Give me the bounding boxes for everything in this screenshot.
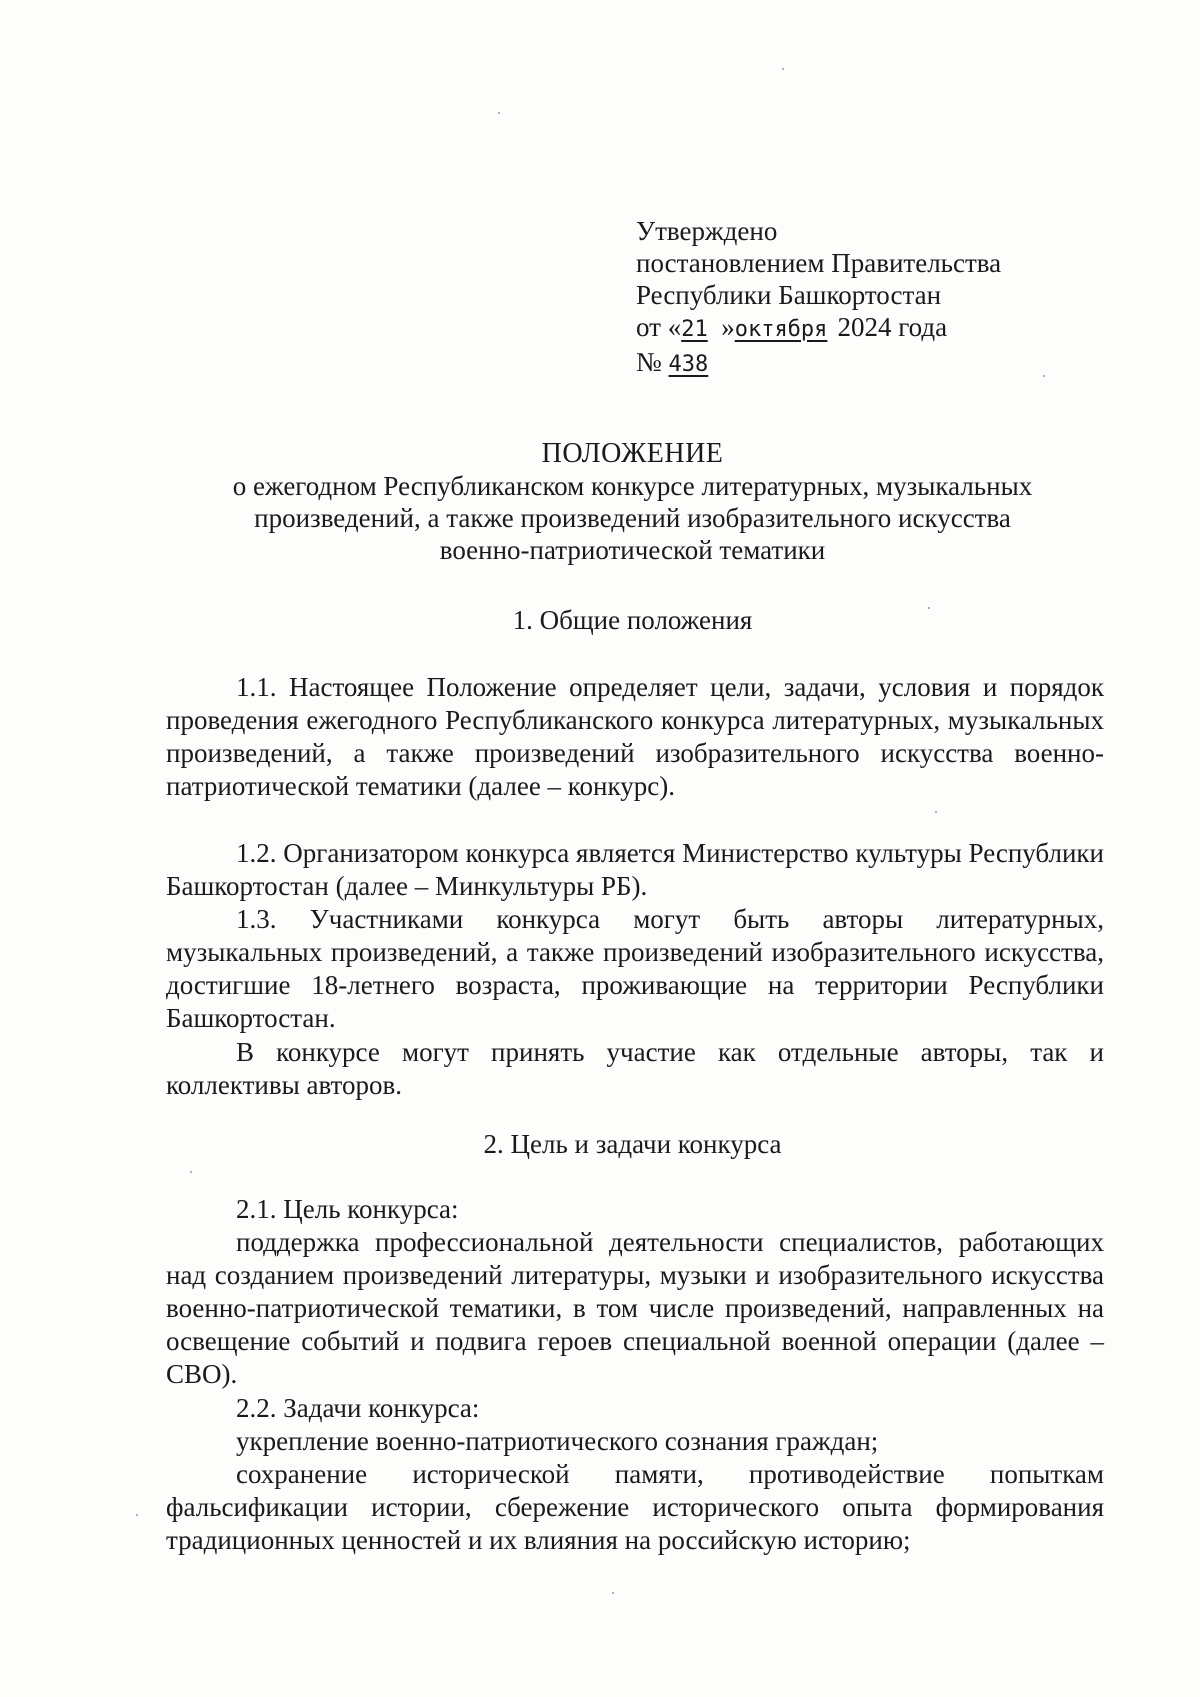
date-year: 2024 года	[837, 312, 948, 342]
approval-line: Республики Башкортостан	[636, 280, 942, 310]
document-number: 438	[668, 352, 709, 377]
date-mid: »	[721, 312, 735, 342]
paragraph-2-2-item-1: укрепление военно-патриотического сознания граждан;	[236, 1426, 879, 1456]
approval-date	[636, 311, 1001, 346]
paragraph-2-2-item-2: сохранение исторической памяти, противодействие попыткам фальсификации истории, сбережение исторического опыта формирования традиционных ценностей и их влияния на российскую историю;	[166, 1459, 1104, 1555]
document-subtitle-line: о ежегодном Республиканском конкурсе литературных, музыкальных	[232, 471, 1033, 501]
paragraph-1-1: 1.1. Настоящее Положение определяет цели, задачи, условия и порядок проведения ежегодного Республиканского конкурса литературных, музыкальных произведений, а также произведений изобразительного искусства военно-патриотической тематики (далее – конкурс).	[166, 672, 1104, 801]
paragraph-1-3: 1.3. Участниками конкурса могут быть авторы литературных, музыкальных произведений, а также произведений изобразительного искусства, достигшие 18-летнего возраста, проживающие на территории Республики Башкортостан.	[166, 904, 1104, 1033]
paragraph-1-2: 1.2. Организатором конкурса является Министерство культуры Республики Башкортостан (далее – Минкультуры РБ).	[166, 838, 1104, 901]
date-prefix: от «	[636, 312, 682, 342]
paragraph-2-1: 2.1. Цель конкурса:	[236, 1194, 459, 1224]
scan-speck	[136, 1514, 138, 1516]
approval-line: постановлением Правительства	[636, 248, 1002, 278]
scan-speck	[612, 1592, 614, 1594]
document-title: ПОЛОЖЕНИЕ	[541, 438, 724, 469]
number-prefix: №	[636, 347, 662, 377]
document-subtitle-line: произведений, а также произведений изобразительного искусства	[254, 503, 1011, 533]
scan-speck	[935, 811, 937, 813]
paragraph-2-1-text: поддержка профессиональной деятельности специалистов, работающих над созданием произведений литературы, музыки и изобразительного искусства военно-патриотической тематики, в том числе произведений, направленных на освещение событий и подвига героев специальной военной операции (далее – СВО).	[166, 1227, 1104, 1389]
document-title-block	[150, 438, 1115, 566]
paragraph-1-4: В конкурсе могут принять участие как отдельные авторы, так и коллективы авторов.	[166, 1037, 1104, 1100]
date-month: октября	[734, 317, 828, 342]
scan-speck	[190, 1171, 192, 1173]
scan-speck	[498, 112, 500, 114]
approval-line: Утверждено	[636, 216, 778, 246]
approval-number	[636, 346, 1001, 381]
approval-block	[636, 215, 1001, 381]
section-heading-2: 2. Цель и задачи конкурса	[483, 1129, 782, 1159]
date-day: 21	[681, 317, 708, 342]
section-heading-1: 1. Общие положения	[512, 605, 753, 635]
scan-speck	[1043, 375, 1045, 377]
document-subtitle-line: военно-патриотической тематики	[439, 535, 826, 565]
paragraph-2-2: 2.2. Задачи конкурса:	[236, 1393, 480, 1423]
scan-speck	[782, 68, 784, 70]
